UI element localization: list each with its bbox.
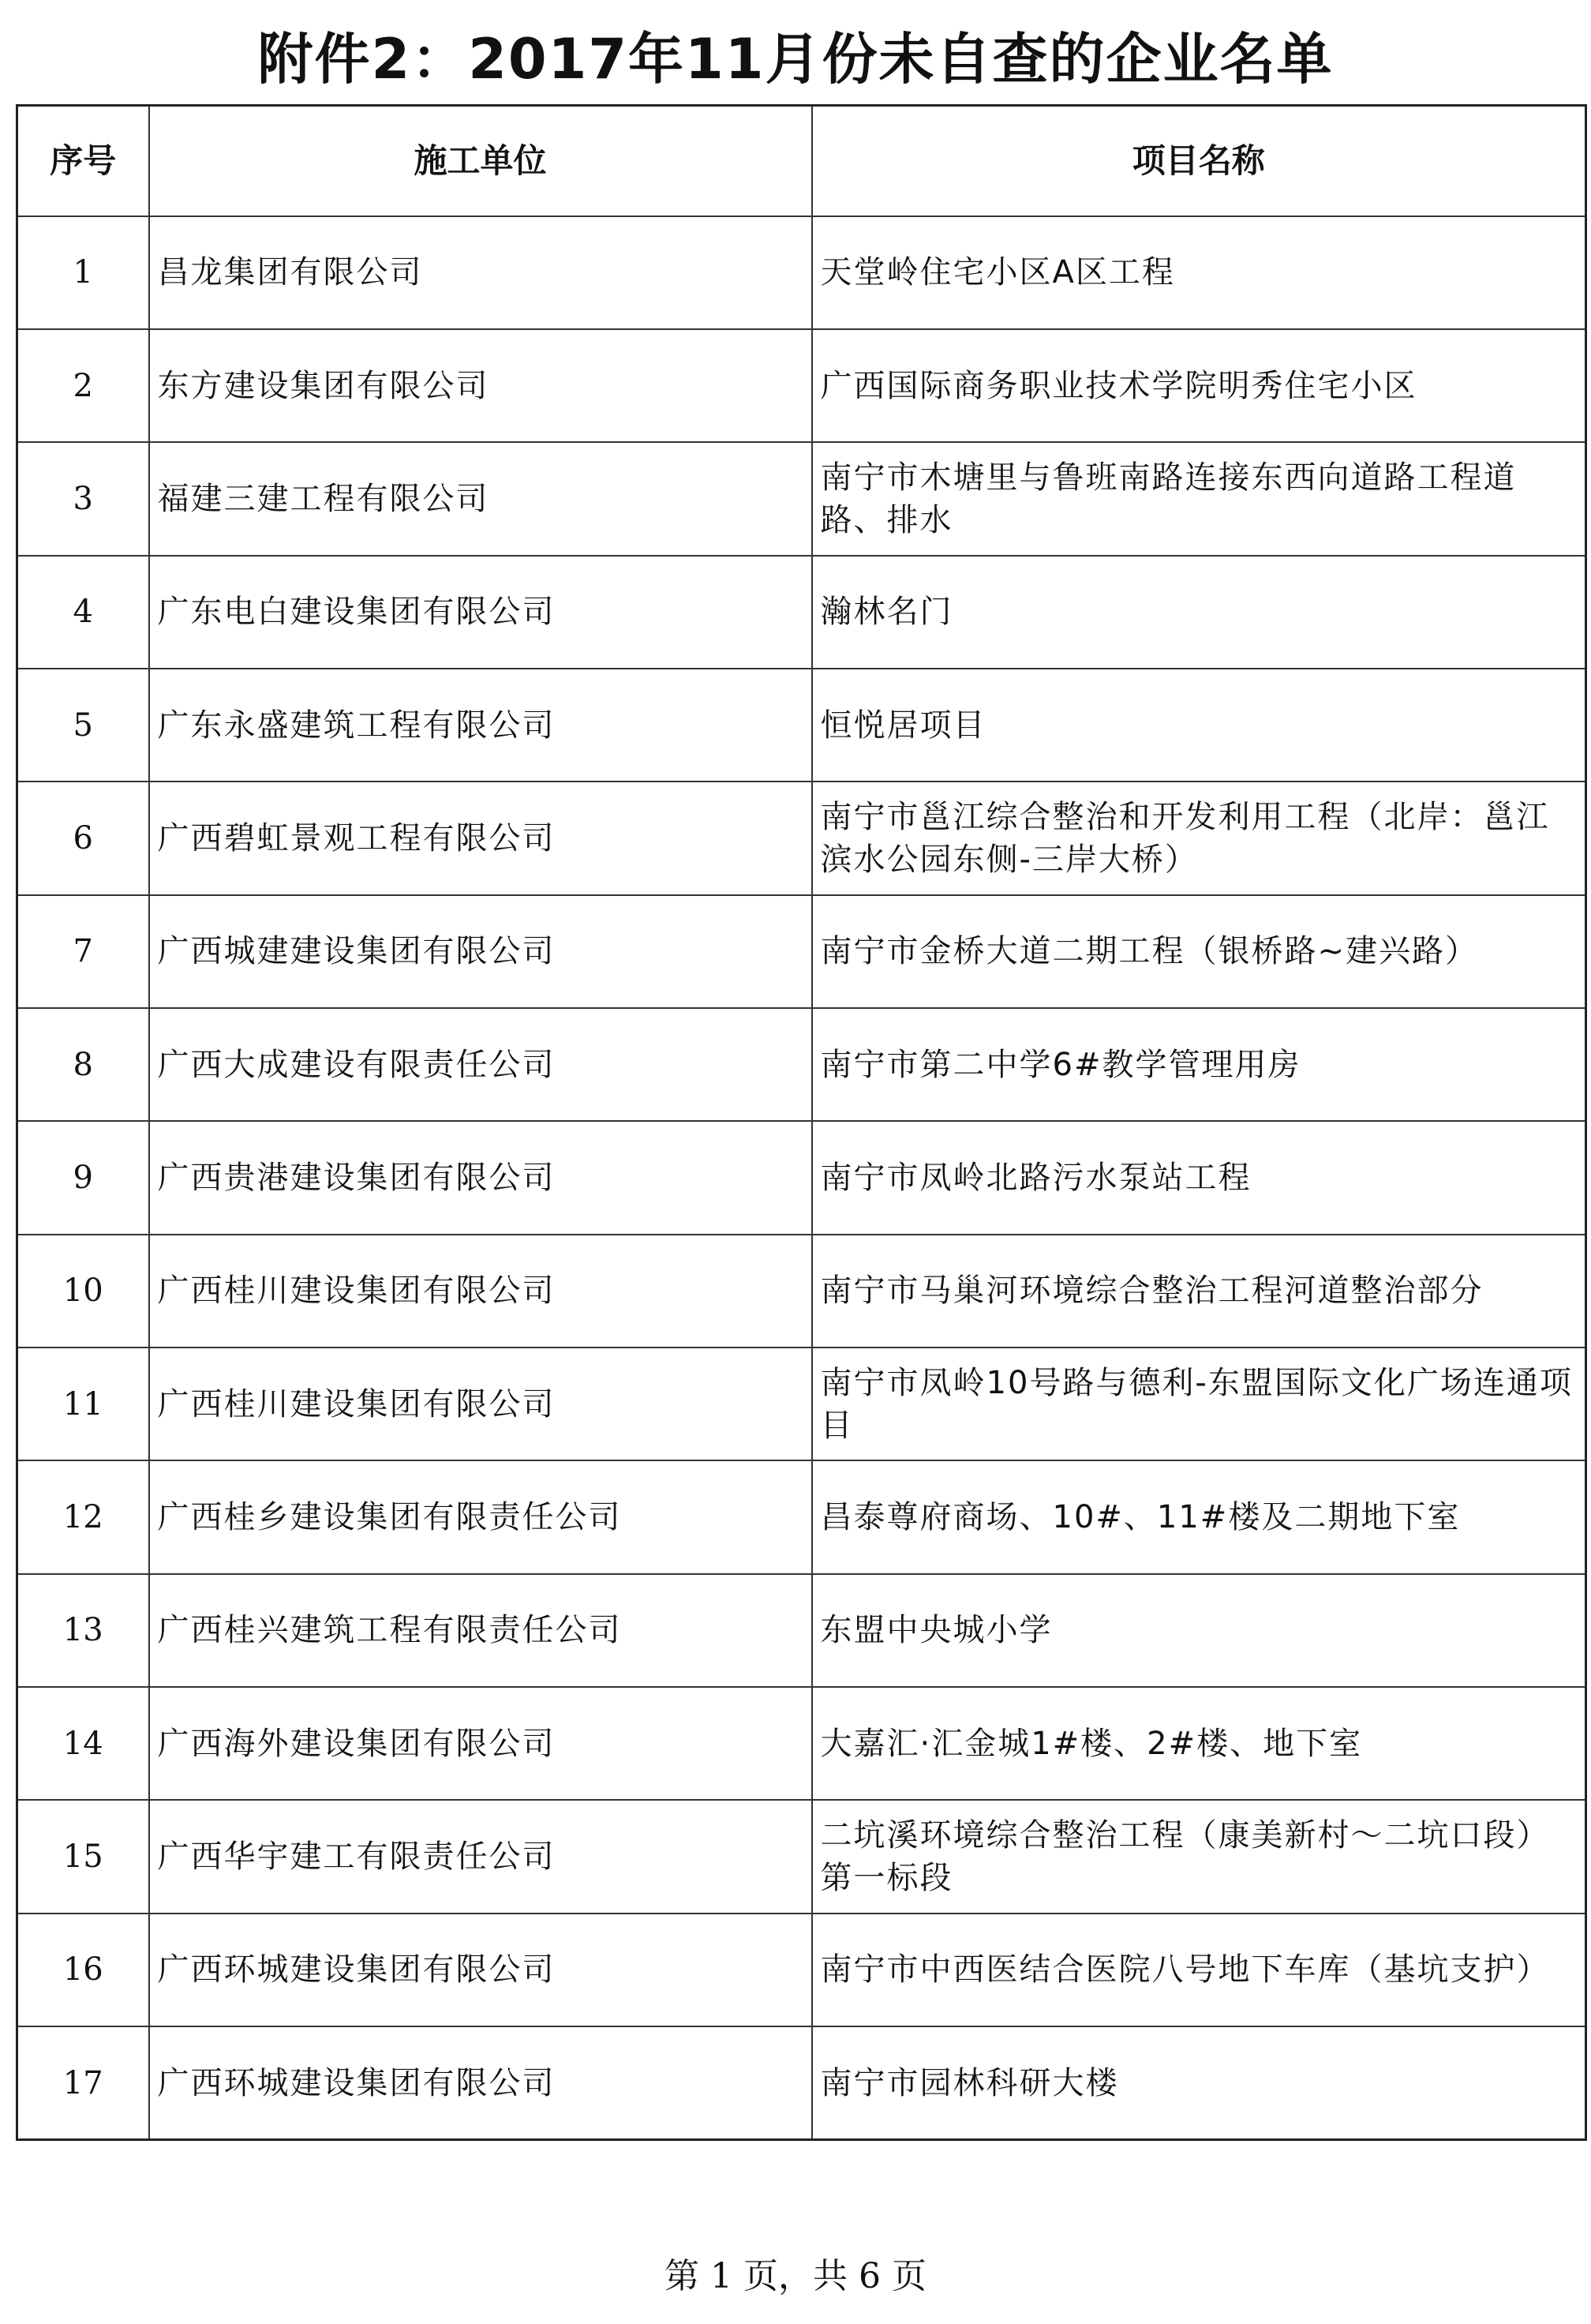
row-seq: 8	[17, 1008, 149, 1121]
row-seq: 14	[17, 1687, 149, 1800]
row-project-name: 天堂岭住宅小区A区工程	[812, 216, 1586, 329]
row-construction-unit: 广西城建建设集团有限公司	[149, 895, 812, 1008]
row-project-name: 南宁市凤岭北路污水泵站工程	[812, 1121, 1586, 1234]
row-seq: 2	[17, 329, 149, 442]
company-list-table	[16, 104, 1587, 2141]
header-construction-unit: 施工单位	[149, 106, 812, 216]
table-row	[17, 1008, 1586, 1121]
row-construction-unit: 广西华宇建工有限责任公司	[149, 1800, 812, 1913]
row-seq: 13	[17, 1574, 149, 1687]
table-header-row	[17, 106, 1586, 216]
row-seq: 6	[17, 782, 149, 894]
row-seq: 17	[17, 2026, 149, 2140]
row-construction-unit: 广西桂川建设集团有限公司	[149, 1348, 812, 1460]
table-row	[17, 1800, 1586, 1913]
row-seq: 12	[17, 1460, 149, 1573]
table-row	[17, 1914, 1586, 2026]
row-seq: 1	[17, 216, 149, 329]
table-row	[17, 556, 1586, 669]
row-project-name: 南宁市园林科研大楼	[812, 2026, 1586, 2140]
row-construction-unit: 广西桂兴建筑工程有限责任公司	[149, 1574, 812, 1687]
table-row	[17, 1460, 1586, 1573]
header-project-name: 项目名称	[812, 106, 1586, 216]
row-project-name: 南宁市凤岭10号路与德利-东盟国际文化广场连通项目	[812, 1348, 1586, 1460]
header-seq: 序号	[17, 106, 149, 216]
table-row	[17, 895, 1586, 1008]
table-row	[17, 1687, 1586, 1800]
row-construction-unit: 广东永盛建筑工程有限公司	[149, 669, 812, 782]
row-construction-unit: 广西大成建设有限责任公司	[149, 1008, 812, 1121]
row-construction-unit: 广西贵港建设集团有限公司	[149, 1121, 812, 1234]
row-project-name: 南宁市木塘里与鲁班南路连接东西向道路工程道路、排水	[812, 442, 1586, 555]
row-project-name: 南宁市第二中学6#教学管理用房	[812, 1008, 1586, 1121]
row-construction-unit: 广东电白建设集团有限公司	[149, 556, 812, 669]
row-project-name: 二坑溪环境综合整治工程（康美新村～二坑口段）第一标段	[812, 1800, 1586, 1913]
table-row	[17, 782, 1586, 894]
row-project-name: 南宁市马巢河环境综合整治工程河道整治部分	[812, 1235, 1586, 1348]
row-construction-unit: 广西桂川建设集团有限公司	[149, 1235, 812, 1348]
row-seq: 7	[17, 895, 149, 1008]
row-project-name: 瀚林名门	[812, 556, 1586, 669]
row-project-name: 大嘉汇·汇金城1#楼、2#楼、地下室	[812, 1687, 1586, 1800]
row-construction-unit: 广西环城建设集团有限公司	[149, 2026, 812, 2140]
table-row	[17, 442, 1586, 555]
row-project-name: 恒悦居项目	[812, 669, 1586, 782]
row-project-name: 南宁市金桥大道二期工程（银桥路~建兴路）	[812, 895, 1586, 1008]
table-row	[17, 1235, 1586, 1348]
row-project-name: 广西国际商务职业技术学院明秀住宅小区	[812, 329, 1586, 442]
table-row	[17, 329, 1586, 442]
table-row	[17, 1121, 1586, 1234]
table-row	[17, 669, 1586, 782]
row-project-name: 东盟中央城小学	[812, 1574, 1586, 1687]
page-number-footer: 第 1 页，共 6 页	[664, 2256, 927, 2296]
row-project-name: 南宁市中西医结合医院八号地下车库（基坑支护）	[812, 1914, 1586, 2026]
row-seq: 15	[17, 1800, 149, 1913]
row-construction-unit: 广西环城建设集团有限公司	[149, 1914, 812, 2026]
table-row	[17, 1348, 1586, 1460]
table-row	[17, 216, 1586, 329]
row-seq: 11	[17, 1348, 149, 1460]
row-construction-unit: 昌龙集团有限公司	[149, 216, 812, 329]
row-construction-unit: 福建三建工程有限公司	[149, 442, 812, 555]
table-row	[17, 1574, 1586, 1687]
table-row	[17, 2026, 1586, 2140]
row-seq: 3	[17, 442, 149, 555]
row-seq: 4	[17, 556, 149, 669]
row-project-name: 南宁市邕江综合整治和开发利用工程（北岸：邕江滨水公园东侧-三岸大桥）	[812, 782, 1586, 894]
row-construction-unit: 东方建设集团有限公司	[149, 329, 812, 442]
row-construction-unit: 广西桂乡建设集团有限责任公司	[149, 1460, 812, 1573]
row-seq: 16	[17, 1914, 149, 2026]
row-seq: 10	[17, 1235, 149, 1348]
row-construction-unit: 广西海外建设集团有限公司	[149, 1687, 812, 1800]
row-construction-unit: 广西碧虹景观工程有限公司	[149, 782, 812, 894]
page-title: 附件2：2017年11月份未自查的企业名单	[257, 27, 1334, 92]
row-seq: 9	[17, 1121, 149, 1234]
row-seq: 5	[17, 669, 149, 782]
row-project-name: 昌泰尊府商场、10#、11#楼及二期地下室	[812, 1460, 1586, 1573]
